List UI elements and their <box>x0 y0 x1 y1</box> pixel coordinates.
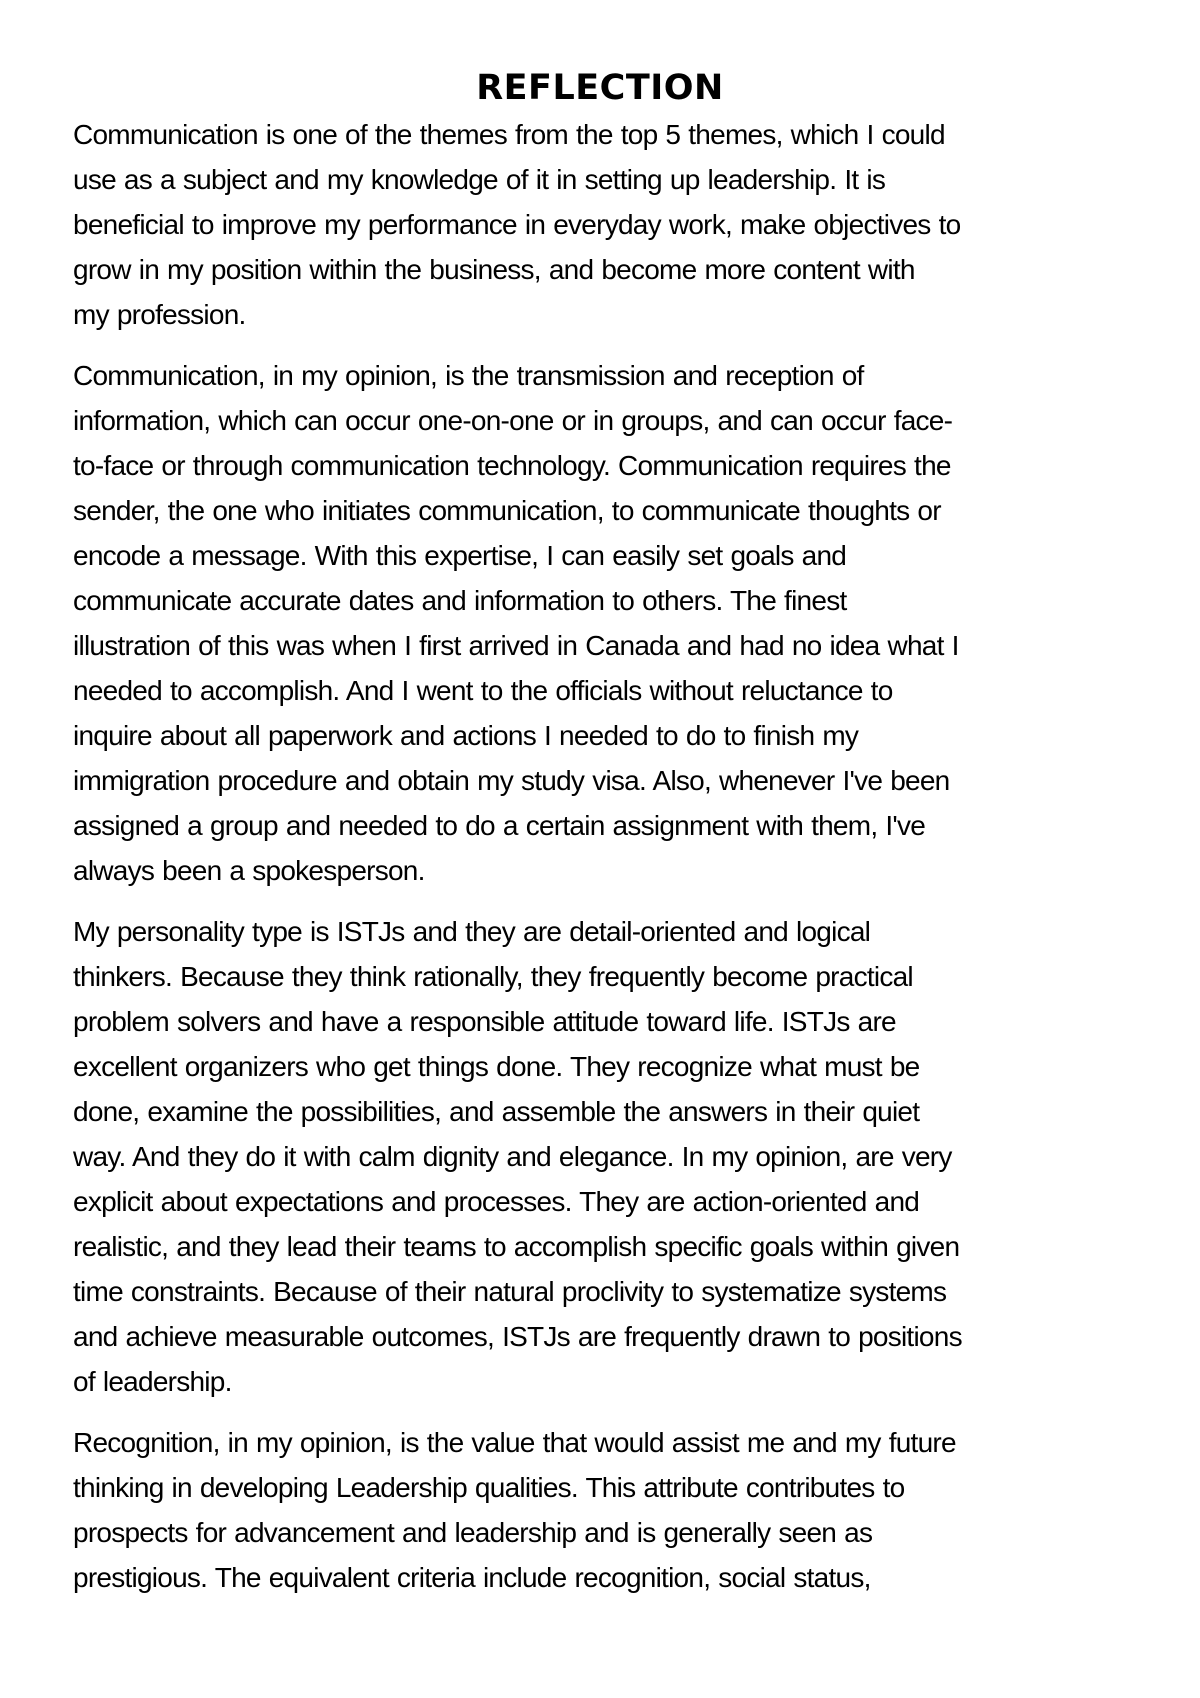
text-line: to-face or through communication technology. Communication requires the <box>73 450 951 481</box>
text-line: realistic, and they lead their teams to accomplish specific goals within given <box>73 1231 960 1262</box>
text-line: My personality type is ISTJs and they are detail-oriented and logical <box>73 916 871 947</box>
text-line: and achieve measurable outcomes, ISTJs are frequently drawn to positions <box>73 1321 962 1352</box>
text-line: Communication is one of the themes from the top 5 themes, which I could <box>73 119 945 150</box>
text-line: thinking in developing Leadership qualities. This attribute contributes to <box>73 1472 905 1503</box>
text-line: information, which can occur one-on-one or in groups, and can occur face- <box>73 405 953 436</box>
text-line: grow in my position within the business, and become more content with <box>73 254 915 285</box>
paragraph <box>73 909 1143 1404</box>
text-line: beneficial to improve my performance in everyday work, make objectives to <box>73 209 961 240</box>
text-line: Recognition, in my opinion, is the value that would assist me and my future <box>73 1427 956 1458</box>
paragraph <box>73 353 1143 893</box>
text-line: my profession. <box>73 299 246 330</box>
text-line: prospects for advancement and leadership and is generally seen as <box>73 1517 873 1548</box>
text-line: done, examine the possibilities, and assemble the answers in their quiet <box>73 1096 920 1127</box>
text-line: sender, the one who initiates communication, to communicate thoughts or <box>73 495 941 526</box>
text-line: of leadership. <box>73 1366 232 1397</box>
text-line: assigned a group and needed to do a certain assignment with them, I've <box>73 810 926 841</box>
document-title: REFLECTION <box>476 68 724 108</box>
text-line: Communication, in my opinion, is the transmission and reception of <box>73 360 864 391</box>
text-line: inquire about all paperwork and actions I needed to do to finish my <box>73 720 859 751</box>
text-line: needed to accomplish. And I went to the officials without reluctance to <box>73 675 893 706</box>
text-line: illustration of this was when I first arrived in Canada and had no idea what I <box>73 630 959 661</box>
text-line: problem solvers and have a responsible attitude toward life. ISTJs are <box>73 1006 896 1037</box>
text-line: use as a subject and my knowledge of it in setting up leadership. It is <box>73 164 886 195</box>
paragraph <box>73 1420 1143 1600</box>
text-line: excellent organizers who get things done. They recognize what must be <box>73 1051 920 1082</box>
text-line: thinkers. Because they think rationally, they frequently become practical <box>73 961 913 992</box>
text-line: always been a spokesperson. <box>73 855 425 886</box>
text-line: encode a message. With this expertise, I can easily set goals and <box>73 540 847 571</box>
text-line: way. And they do it with calm dignity and elegance. In my opinion, are very <box>73 1141 952 1172</box>
text-line: prestigious. The equivalent criteria include recognition, social status, <box>73 1562 871 1593</box>
text-line: immigration procedure and obtain my study visa. Also, whenever I've been <box>73 765 950 796</box>
document-body <box>73 112 1143 1616</box>
text-line: explicit about expectations and processes. They are action-oriented and <box>73 1186 920 1217</box>
text-line: communicate accurate dates and information to others. The finest <box>73 585 847 616</box>
paragraph <box>73 112 1143 337</box>
text-line: time constraints. Because of their natural proclivity to systematize systems <box>73 1276 947 1307</box>
